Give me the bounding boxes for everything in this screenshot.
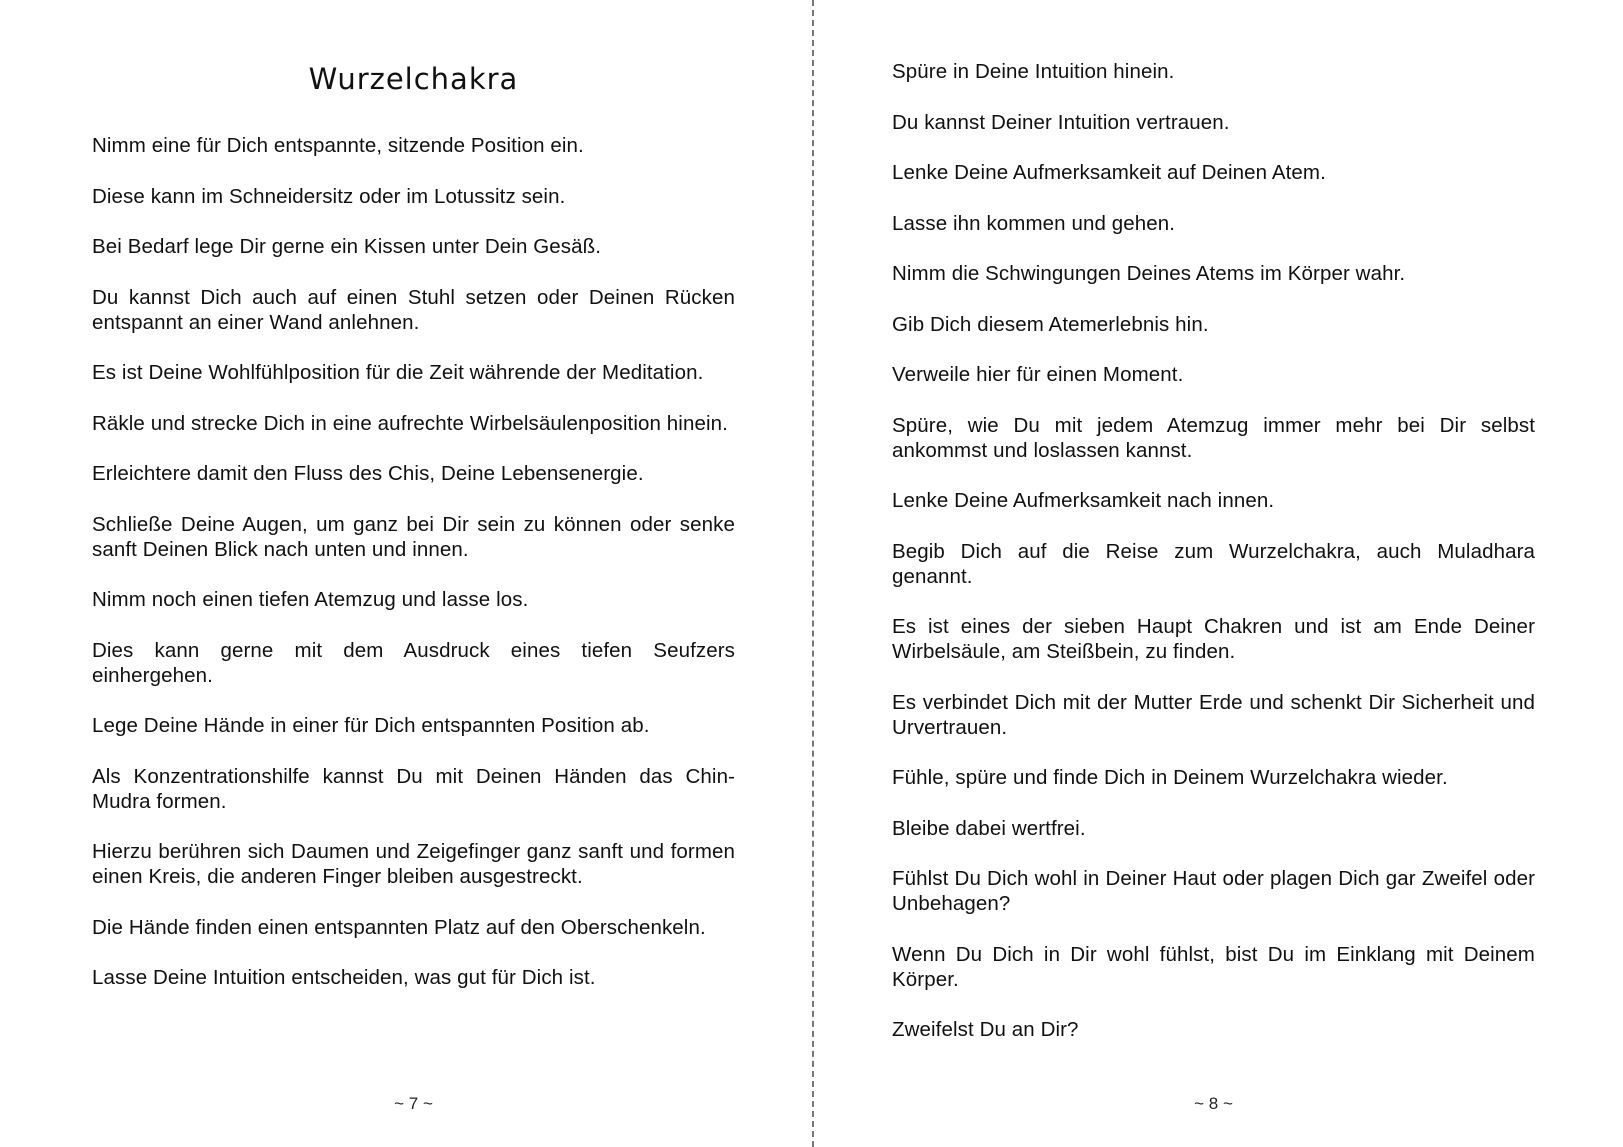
- paragraph: Spüre, wie Du mit jedem Atemzug immer mehr bei Dir selbst ankommst und loslassen kannst.: [892, 413, 1535, 462]
- paragraph: Diese kann im Schneidersitz oder im Lotussitz sein.: [92, 184, 566, 208]
- paragraph: Lenke Deine Aufmerksamkeit nach innen.: [892, 489, 1275, 512]
- paragraph: Es ist eines der sieben Haupt Chakren und ist am Ende Deiner Wirbelsäule, am Steißbein, zu finden.: [892, 615, 1535, 663]
- paragraph: Es ist Deine Wohlfühlposition für die Zeit währende der Meditation.: [92, 361, 704, 384]
- paragraph: Die Hände finden einen entspannten Platz auf den Oberschenkeln.: [92, 915, 706, 939]
- paragraph: Fühlst Du Dich wohl in Deiner Haut oder plagen Dich gar Zweifel oder Unbehagen?: [892, 867, 1535, 915]
- paragraph: Nimm die Schwingungen Deines Atems im Körper wahr.: [892, 262, 1406, 285]
- paragraph: Lasse ihn kommen und gehen.: [892, 211, 1176, 235]
- paragraph: Räkle und strecke Dich in eine aufrechte Wirbelsäulenposition hinein.: [92, 411, 728, 435]
- paragraph: Erleichtere damit den Fluss des Chis, Deine Lebensenergie.: [92, 462, 644, 485]
- paragraph: Schließe Deine Augen, um ganz bei Dir sein zu können oder senke sanft Deinen Blick nach unten und innen.: [92, 512, 735, 561]
- paragraph: Nimm noch einen tiefen Atemzug und lasse los.: [92, 588, 529, 611]
- paragraph: Begib Dich auf die Reise zum Wurzelchakra, auch Muladhara genannt.: [892, 539, 1535, 588]
- paragraph: Lenke Deine Aufmerksamkeit auf Deinen Atem.: [892, 161, 1326, 184]
- page-title: Wurzelchakra: [308, 62, 519, 96]
- right-page: [892, 0, 1535, 1147]
- paragraph: Gib Dich diesem Atemerlebnis hin.: [892, 312, 1209, 336]
- paragraph: Verweile hier für einen Moment.: [892, 363, 1184, 386]
- paragraph: Dies kann gerne mit dem Ausdruck eines tiefen Seufzers einhergehen.: [92, 638, 735, 687]
- page-number: ~ 8 ~: [1194, 1094, 1233, 1113]
- paragraph: Lasse Deine Intuition entscheiden, was gut für Dich ist.: [92, 966, 596, 989]
- page-number: ~ 7 ~: [394, 1094, 433, 1113]
- paragraph: Nimm eine für Dich entspannte, sitzende Position ein.: [92, 134, 584, 157]
- right-page-text: [892, 59, 1535, 1068]
- paragraph: Als Konzentrationshilfe kannst Du mit Deinen Händen das Chin-Mudra formen.: [92, 764, 735, 813]
- paragraph: Es verbindet Dich mit der Mutter Erde und schenkt Dir Sicherheit und Urvertrauen.: [892, 690, 1535, 739]
- paragraph: Lege Deine Hände in einer für Dich entspannten Position ab.: [92, 714, 650, 737]
- left-page: [92, 0, 735, 1147]
- left-page-text: [92, 133, 735, 1016]
- paragraph: Du kannst Deiner Intuition vertrauen.: [892, 110, 1230, 134]
- paragraph: Du kannst Dich auch auf einen Stuhl setzen oder Deinen Rücken entspannt an einer Wand anlehnen.: [92, 285, 735, 334]
- paragraph: Wenn Du Dich in Dir wohl fühlst, bist Du im Einklang mit Deinem Körper.: [892, 942, 1535, 991]
- paragraph: Bleibe dabei wertfrei.: [892, 816, 1086, 840]
- paragraph: Bei Bedarf lege Dir gerne ein Kissen unter Dein Gesäß.: [92, 235, 602, 258]
- paragraph: Fühle, spüre und finde Dich in Deinem Wurzelchakra wieder.: [892, 766, 1448, 789]
- paragraph: Hierzu berühren sich Daumen und Zeigefinger ganz sanft und formen einen Kreis, die anderen Finger bleiben ausgestreckt.: [92, 840, 735, 888]
- paragraph: Zweifelst Du an Dir?: [892, 1018, 1079, 1041]
- page-divider: [812, 0, 814, 1147]
- paragraph: Spüre in Deine Intuition hinein.: [892, 60, 1175, 83]
